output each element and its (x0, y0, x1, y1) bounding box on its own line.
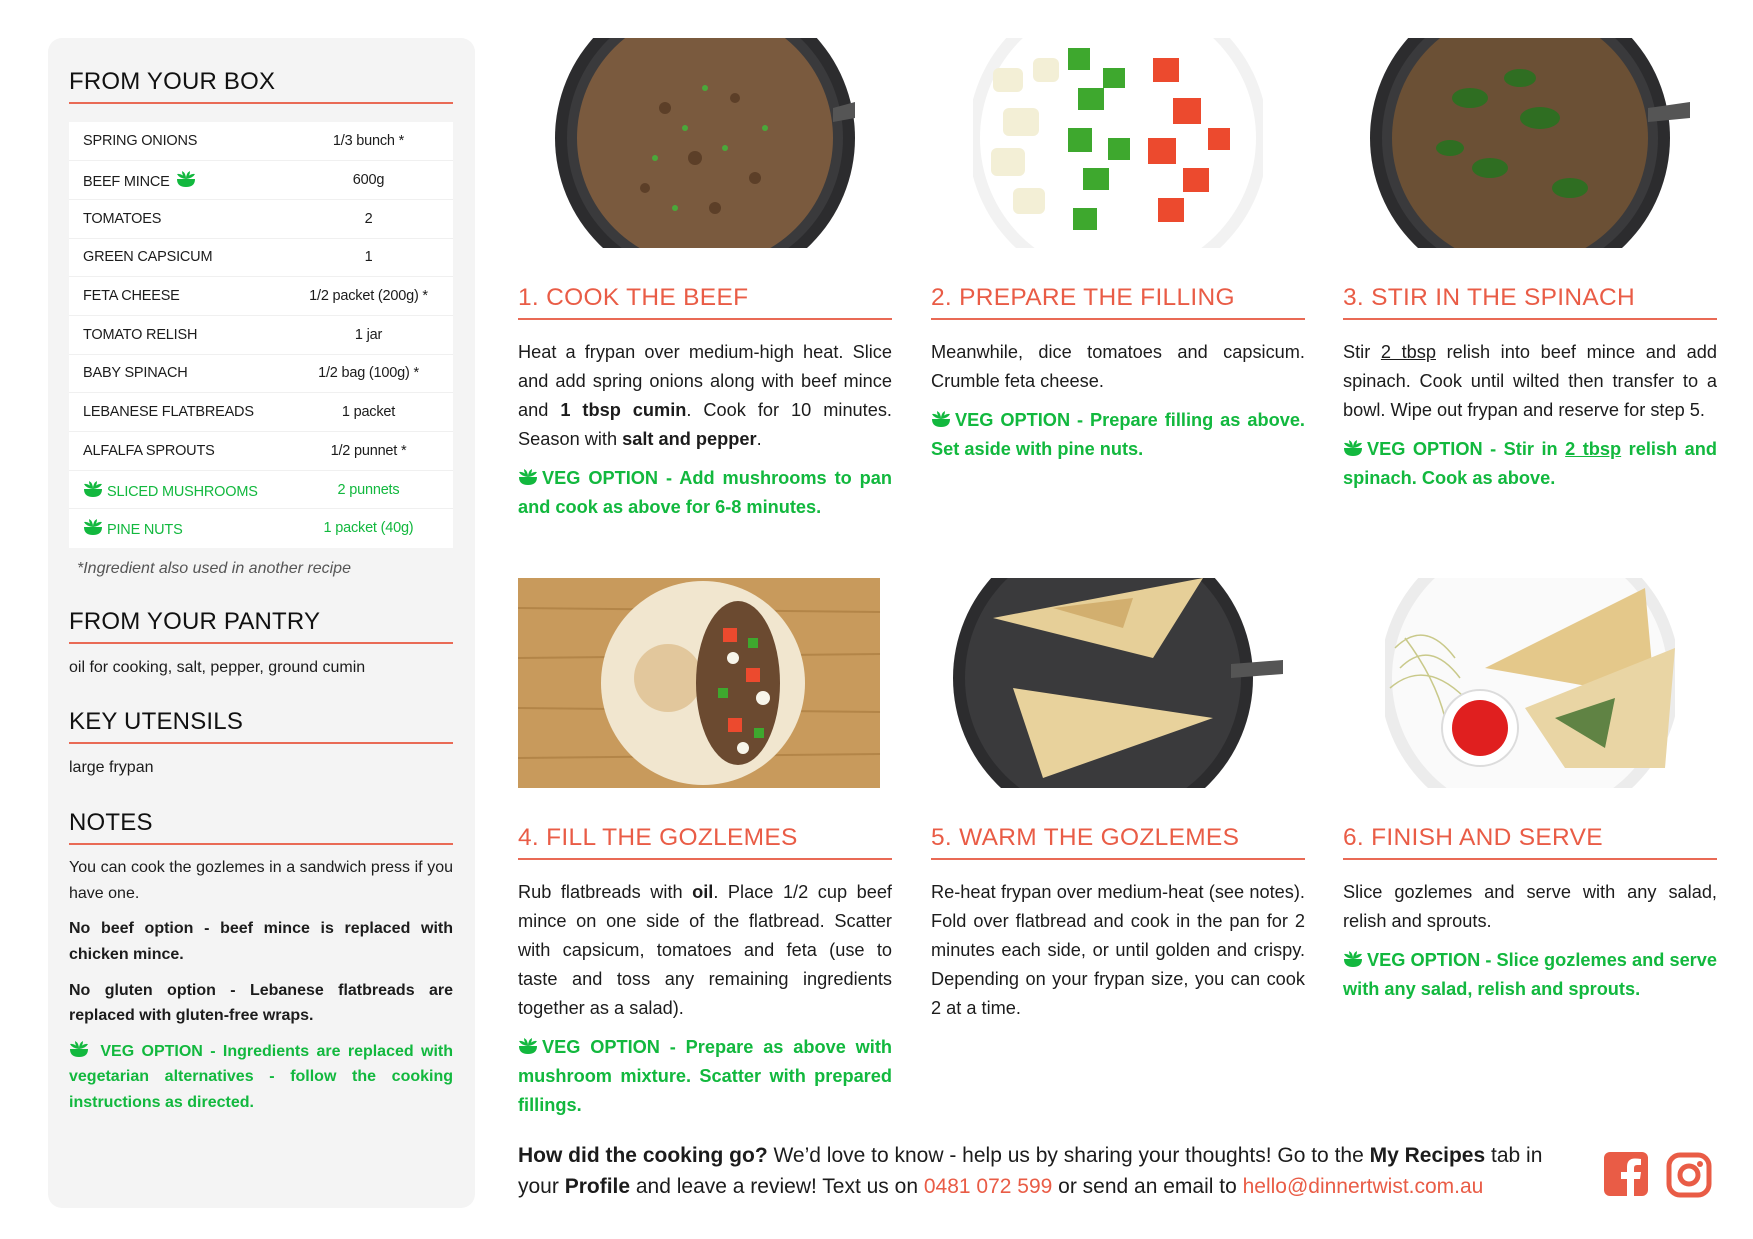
step-1-photo (518, 38, 892, 248)
step-1-title: 1. COOK THE BEEF (518, 284, 892, 320)
ingredient-name (69, 161, 284, 200)
step-3 (1343, 38, 1717, 493)
ingredient-row (69, 509, 453, 548)
step-6 (1343, 578, 1717, 1004)
note-sandwich-press: You can cook the gozlemes in a sandwich press if you have one. (69, 859, 453, 902)
ingredient-name (69, 393, 284, 432)
step-3-title: 3. STIR IN THE SPINACH (1343, 284, 1717, 320)
ingredient-qty: 1/2 bag (100g) * (284, 354, 453, 393)
ingredient-name-text: TOMATO RELISH (83, 326, 198, 343)
key-utensils-title: KEY UTENSILS (69, 708, 453, 744)
utensils-text: large frypan (69, 759, 154, 777)
facebook-icon[interactable] (1604, 1152, 1648, 1196)
note-veg-text: VEG OPTION - Ingredients are replaced with vegetarian alternatives - follow the cooking instructions as directed. (69, 1042, 453, 1111)
ingredient-qty: 1 (284, 238, 453, 277)
ingredient-row (69, 432, 453, 471)
ingredient-row (69, 199, 453, 238)
ingredient-row (69, 354, 453, 393)
ingredient-qty: 1/3 bunch * (284, 122, 453, 161)
ingredient-row (69, 470, 453, 509)
veg-leaf-icon (69, 1040, 89, 1058)
step-1-veg-option: VEG OPTION - Add mushrooms to pan and cook as above for 6-8 minutes. (518, 468, 892, 517)
veg-leaf-icon (83, 518, 103, 536)
step-2 (931, 38, 1305, 464)
ingredient-name-text: GREEN CAPSICUM (83, 249, 213, 266)
ingredient-row (69, 315, 453, 354)
ingredient-name (69, 509, 284, 548)
feedback-footer: How did the cooking go? We’d love to know - help us by sharing your thoughts! Go to the My Recipes tab in your Profile and leave a review! Text us on 0481 072 599 or send an email to hello@dinnertwist.com.au (518, 1144, 1543, 1198)
ingredient-name (69, 315, 284, 354)
from-your-pantry-title: FROM YOUR PANTRY (69, 608, 453, 644)
veg-leaf-icon (518, 1037, 538, 1055)
ingredient-row (69, 277, 453, 316)
ingredients-sidebar (48, 38, 475, 1208)
ingredient-name-text: ALFALFA SPROUTS (83, 442, 215, 459)
note-no-beef: No beef option - beef mince is replaced with chicken mince. (69, 920, 453, 963)
ingredient-qty: 1 packet (284, 393, 453, 432)
phone-link[interactable]: 0481 072 599 (923, 1175, 1053, 1198)
ingredient-row (69, 161, 453, 200)
ingredient-row (69, 122, 453, 161)
ingredient-name-text: BEEF MINCE (83, 174, 170, 191)
step-3-photo (1343, 38, 1717, 248)
ingredient-footnote: *Ingredient also used in another recipe (77, 559, 351, 577)
ingredient-name-text: PINE NUTS (107, 522, 183, 539)
veg-leaf-icon (518, 468, 538, 486)
veg-leaf-icon (176, 170, 196, 188)
step-4-veg-option: VEG OPTION - Prepare as above with mushroom mixture. Scatter with prepared fillings. (518, 1037, 892, 1115)
ingredient-qty: 600g (284, 161, 453, 200)
step-2-photo (931, 38, 1305, 248)
instagram-icon[interactable] (1666, 1152, 1712, 1198)
step-4 (518, 578, 892, 1120)
step-4-photo (518, 578, 892, 788)
step-2-veg-option: VEG OPTION - Prepare filling as above. Set aside with pine nuts. (931, 410, 1305, 459)
ingredient-qty: 2 (284, 199, 453, 238)
step-5 (931, 578, 1305, 1023)
ingredient-name-text: LEBANESE FLATBREADS (83, 404, 254, 421)
note-no-gluten: No gluten option - Lebanese flatbreads are replaced with gluten-free wraps. (69, 981, 453, 1025)
ingredient-row (69, 393, 453, 432)
step-4-text: Rub flatbreads with oil. Place 1/2 cup beef mince on one side of the flatbread. Scatter with capsicum, tomatoes and feta (use to taste and toss any remaining ingredients together as a salad). (518, 882, 892, 1018)
ingredients-table (69, 122, 453, 548)
email-link[interactable]: hello@dinnertwist.com.au (1242, 1175, 1484, 1198)
ingredient-name (69, 354, 284, 393)
step-3-text: Stir 2 tbsp relish into beef mince and add spinach. Cook until wilted then transfer to a bowl. Wipe out frypan and reserve for step 5. (1343, 342, 1717, 420)
step-4-title: 4. FILL THE GOZLEMES (518, 824, 892, 860)
ingredient-name (69, 432, 284, 471)
ingredient-qty: 1/2 punnet * (284, 432, 453, 471)
ingredient-name (69, 238, 284, 277)
ingredient-name-text: FETA CHEESE (83, 288, 180, 305)
step-5-photo (931, 578, 1305, 788)
ingredient-name (69, 199, 284, 238)
step-5-text: Re-heat frypan over medium-heat (see notes). Fold over flatbread and cook in the pan for 2 minutes each side, or until golden and crispy. Depending on your frypan size, you can cook 2 at a time. (931, 882, 1305, 1018)
ingredient-row (69, 238, 453, 277)
ingredient-name-text: SPRING ONIONS (83, 133, 198, 150)
ingredient-name (69, 277, 284, 316)
step-3-veg-option: VEG OPTION - Stir in 2 tbsp relish and spinach. Cook as above. (1343, 439, 1718, 488)
step-1 (518, 38, 892, 522)
step-1-text: Heat a frypan over medium-high heat. Slice and add spring onions along with beef mince and 1 tbsp cumin. Cook for 10 minutes. Season with salt and pepper. (518, 342, 892, 449)
ingredient-name-text: TOMATOES (83, 210, 162, 227)
ingredient-qty: 2 punnets (284, 470, 453, 509)
ingredient-qty: 1 packet (40g) (323, 520, 414, 537)
ingredient-name-text: BABY SPINACH (83, 365, 188, 382)
note-veg-option (69, 1039, 453, 1116)
pantry-text: oil for cooking, salt, pepper, ground cumin (69, 658, 366, 676)
step-6-title: 6. FINISH AND SERVE (1343, 824, 1717, 860)
veg-leaf-icon (931, 410, 951, 428)
veg-leaf-icon (83, 480, 103, 498)
from-your-box-title: FROM YOUR BOX (69, 68, 453, 104)
ingredient-qty: 1/2 packet (200g) * (284, 277, 453, 316)
step-2-text: Meanwhile, dice tomatoes and capsicum. Crumble feta cheese. (931, 342, 1305, 391)
ingredient-name-text: SLICED MUSHROOMS (107, 483, 258, 500)
step-6-text: Slice gozlemes and serve with any salad, relish and sprouts. (1343, 882, 1717, 931)
ingredient-qty: 1 jar (284, 315, 453, 354)
step-6-veg-option: VEG OPTION - Slice gozlemes and serve with any salad, relish and sprouts. (1343, 950, 1717, 999)
veg-leaf-icon (1343, 950, 1363, 968)
notes-title: NOTES (69, 809, 453, 845)
step-2-title: 2. PREPARE THE FILLING (931, 284, 1305, 320)
ingredient-name (69, 122, 284, 161)
veg-leaf-icon (1343, 439, 1363, 457)
step-6-photo (1343, 578, 1717, 788)
ingredient-name (69, 470, 284, 509)
step-5-title: 5. WARM THE GOZLEMES (931, 824, 1305, 860)
